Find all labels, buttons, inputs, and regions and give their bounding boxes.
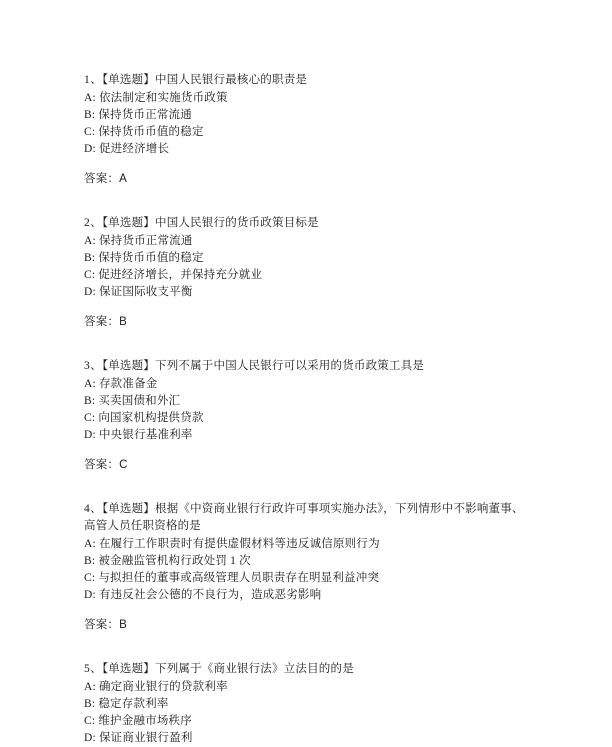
question-stem bbox=[84, 501, 528, 535]
option-a: A: 确定商业银行的贷款利率 bbox=[84, 681, 228, 693]
option-a: A: 存款准备金 bbox=[84, 378, 158, 390]
question-number: 4、 bbox=[84, 503, 103, 515]
answer-line bbox=[84, 171, 528, 188]
option-b: B: 保持货币正常流通 bbox=[84, 109, 192, 121]
option-a: A: 在履行工作职责时有提供虚假材料等违反诚信原则行为 bbox=[84, 538, 380, 550]
option-d: D: 保证商业银行盈利 bbox=[84, 732, 193, 744]
option-d: D: 保证国际收支平衡 bbox=[84, 286, 193, 298]
question-type-tag: 【单选题】 bbox=[102, 503, 155, 515]
question-stem bbox=[84, 72, 528, 89]
answer-line bbox=[84, 617, 528, 634]
question-text: 根据《中资商业银行行政许可事项实施办法》，下列情形中不影响董事、高管人员任职资格的是 bbox=[84, 503, 524, 532]
answer-value: B bbox=[119, 619, 127, 631]
question-stem bbox=[84, 661, 528, 678]
question-stem bbox=[84, 215, 528, 232]
option-d: D: 有违反社会公德的不良行为，造成恶劣影响 bbox=[84, 589, 322, 601]
question-type-tag: 【单选题】 bbox=[102, 217, 155, 229]
question-text: 中国人民银行最核心的职责是 bbox=[155, 74, 308, 86]
option-b: B: 保持货币币值的稳定 bbox=[84, 252, 204, 264]
question-number: 1、 bbox=[84, 74, 103, 86]
option-c: C: 保持货币币值的稳定 bbox=[84, 126, 204, 138]
answer-label: 答案： bbox=[84, 316, 120, 328]
option-c: C: 与拟担任的董事或高级管理人员职责存在明显利益冲突 bbox=[84, 572, 380, 584]
answer-value: A bbox=[119, 173, 127, 185]
answer-line bbox=[84, 457, 528, 474]
option-b: B: 被金融监管机构行政处罚 1 次 bbox=[84, 555, 251, 567]
option-b: B: 稳定存款利率 bbox=[84, 698, 169, 710]
answer-value: B bbox=[119, 316, 127, 328]
option-b: B: 买卖国债和外汇 bbox=[84, 395, 181, 407]
option-a: A: 保持货币正常流通 bbox=[84, 235, 193, 247]
option-c: C: 向国家机构提供贷款 bbox=[84, 412, 204, 424]
question-number: 2、 bbox=[84, 217, 103, 229]
question-type-tag: 【单选题】 bbox=[102, 74, 155, 86]
option-d: D: 中央银行基准利率 bbox=[84, 429, 193, 441]
question-text: 下列属于《商业银行法》立法目的的是 bbox=[155, 663, 354, 675]
question-stem bbox=[84, 358, 528, 375]
question-block bbox=[84, 661, 528, 747]
answer-label: 答案： bbox=[84, 619, 120, 631]
question-block bbox=[84, 215, 528, 331]
question-number: 5、 bbox=[84, 663, 103, 675]
question-block bbox=[84, 501, 528, 634]
question-block bbox=[84, 358, 528, 474]
answer-value: C bbox=[119, 459, 128, 471]
question-type-tag: 【单选题】 bbox=[102, 663, 155, 675]
question-type-tag: 【单选题】 bbox=[102, 360, 155, 372]
option-a: A: 依法制定和实施货币政策 bbox=[84, 92, 228, 104]
question-text: 下列不属于中国人民银行可以采用的货币政策工具是 bbox=[155, 360, 425, 372]
question-block bbox=[84, 72, 528, 188]
answer-label: 答案： bbox=[84, 173, 120, 185]
option-c: C: 促进经济增长，并保持充分就业 bbox=[84, 269, 263, 281]
question-text: 中国人民银行的货币政策目标是 bbox=[155, 217, 319, 229]
answer-label: 答案： bbox=[84, 459, 120, 471]
option-d: D: 促进经济增长 bbox=[84, 143, 170, 155]
answer-line bbox=[84, 314, 528, 331]
question-number: 3、 bbox=[84, 360, 103, 372]
option-c: C: 维护金融市场秩序 bbox=[84, 715, 192, 727]
